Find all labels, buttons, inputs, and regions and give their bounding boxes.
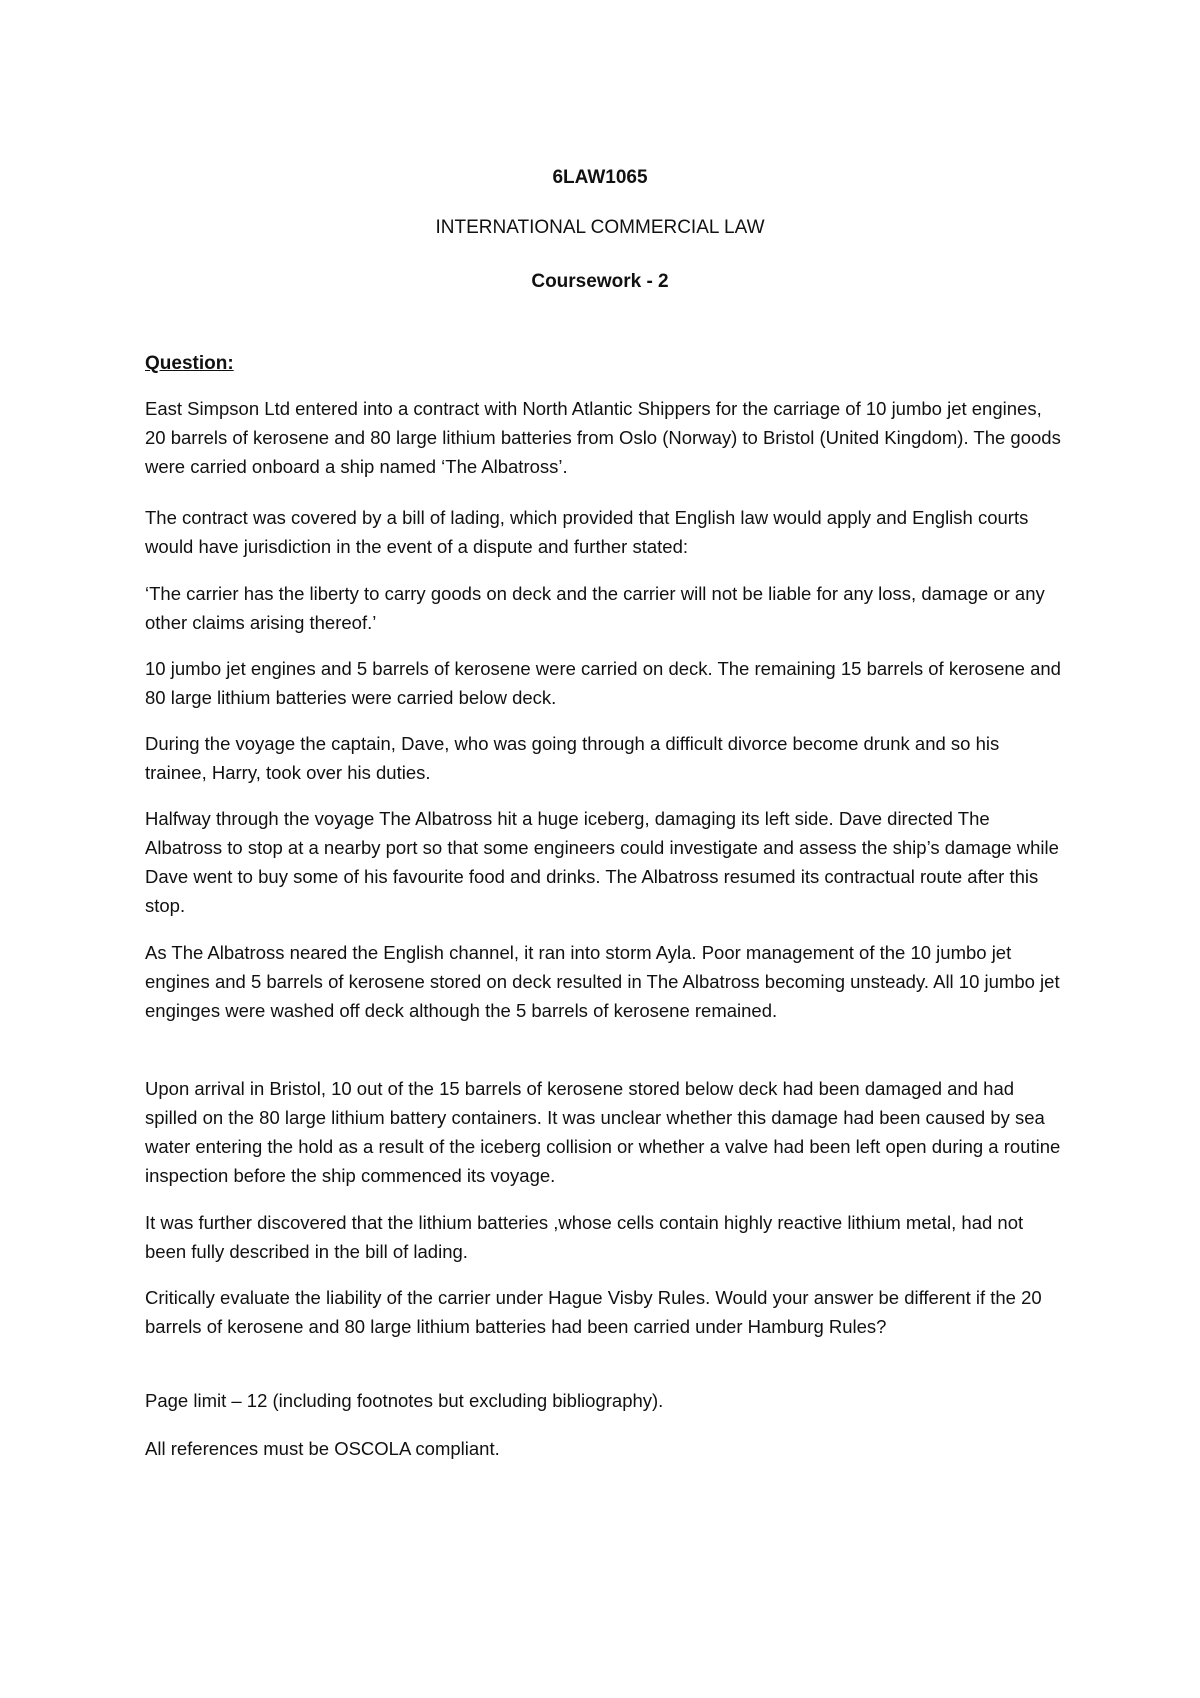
question-heading: Question: bbox=[145, 353, 234, 374]
references-note: All references must be OSCOLA compliant. bbox=[145, 1438, 500, 1459]
paragraph-batteries: It was further discovered that the lithium batteries ,whose cells contain highly reactive lithium metal, had not been fully described in the bill of lading. bbox=[145, 1212, 1024, 1262]
course-title: INTERNATIONAL COMMERCIAL LAW bbox=[435, 217, 765, 238]
coursework-label: Coursework - 2 bbox=[531, 271, 669, 292]
paragraph-iceberg: Halfway through the voyage The Albatross hit a huge iceberg, damaging its left side. Dave directed The Albatross to stop at a nearby port so that some engineers could investigate and assess the ship’s damage while Dave went to buy some of his favourite food and drinks. The Albatross resumed its contractual route after this stop. bbox=[145, 808, 1059, 916]
paragraph-arrival: Upon arrival in Bristol, 10 out of the 15 barrels of kerosene stored below deck had been damaged and had spilled on the 80 large lithium battery containers. It was unclear whether this damage had been caused by sea water entering the hold as a result of the iceberg collision or whether a valve had been left open during a routine inspection before the ship commenced its voyage. bbox=[145, 1078, 1061, 1186]
paragraph-storm: As The Albatross neared the English channel, it ran into storm Ayla. Poor management of the 10 jumbo jet engines and 5 barrels of kerosene stored on deck resulted in The Albatross becoming unsteady. All 10 jumbo jet enginges were washed off deck although the 5 barrels of kerosene remained. bbox=[145, 942, 1060, 1021]
course-code: 6LAW1065 bbox=[552, 167, 648, 188]
paragraph-captain: During the voyage the captain, Dave, who was going through a difficult divorce become drunk and so his trainee, Harry, took over his duties. bbox=[145, 733, 1000, 783]
paragraph-bill-of-lading: The contract was covered by a bill of lading, which provided that English law would apply and English courts would have jurisdiction in the event of a dispute and further stated: bbox=[145, 507, 1029, 557]
paragraph-cargo-stowage: 10 jumbo jet engines and 5 barrels of kerosene were carried on deck. The remaining 15 barrels of kerosene and 80 large lithium batteries were carried below deck. bbox=[145, 658, 1061, 708]
paragraph-facts: East Simpson Ltd entered into a contract with North Atlantic Shippers for the carriage of 10 jumbo jet engines, 20 barrels of kerosene and 80 large lithium batteries from Oslo (Norway) to Bristol (United Kingdom). The goods were carried onboard a ship named ‘The Albatross’. bbox=[145, 398, 1061, 477]
paragraph-task: Critically evaluate the liability of the carrier under Hague Visby Rules. Would your answer be different if the 20 barrels of kerosene and 80 large lithium batteries had been carried under Hamburg Rules? bbox=[145, 1287, 1042, 1337]
paragraph-deck-clause: ‘The carrier has the liberty to carry goods on deck and the carrier will not be liable for any loss, damage or any other claims arising thereof.’ bbox=[145, 583, 1045, 633]
page-limit: Page limit – 12 (including footnotes but excluding bibliography). bbox=[145, 1390, 664, 1411]
